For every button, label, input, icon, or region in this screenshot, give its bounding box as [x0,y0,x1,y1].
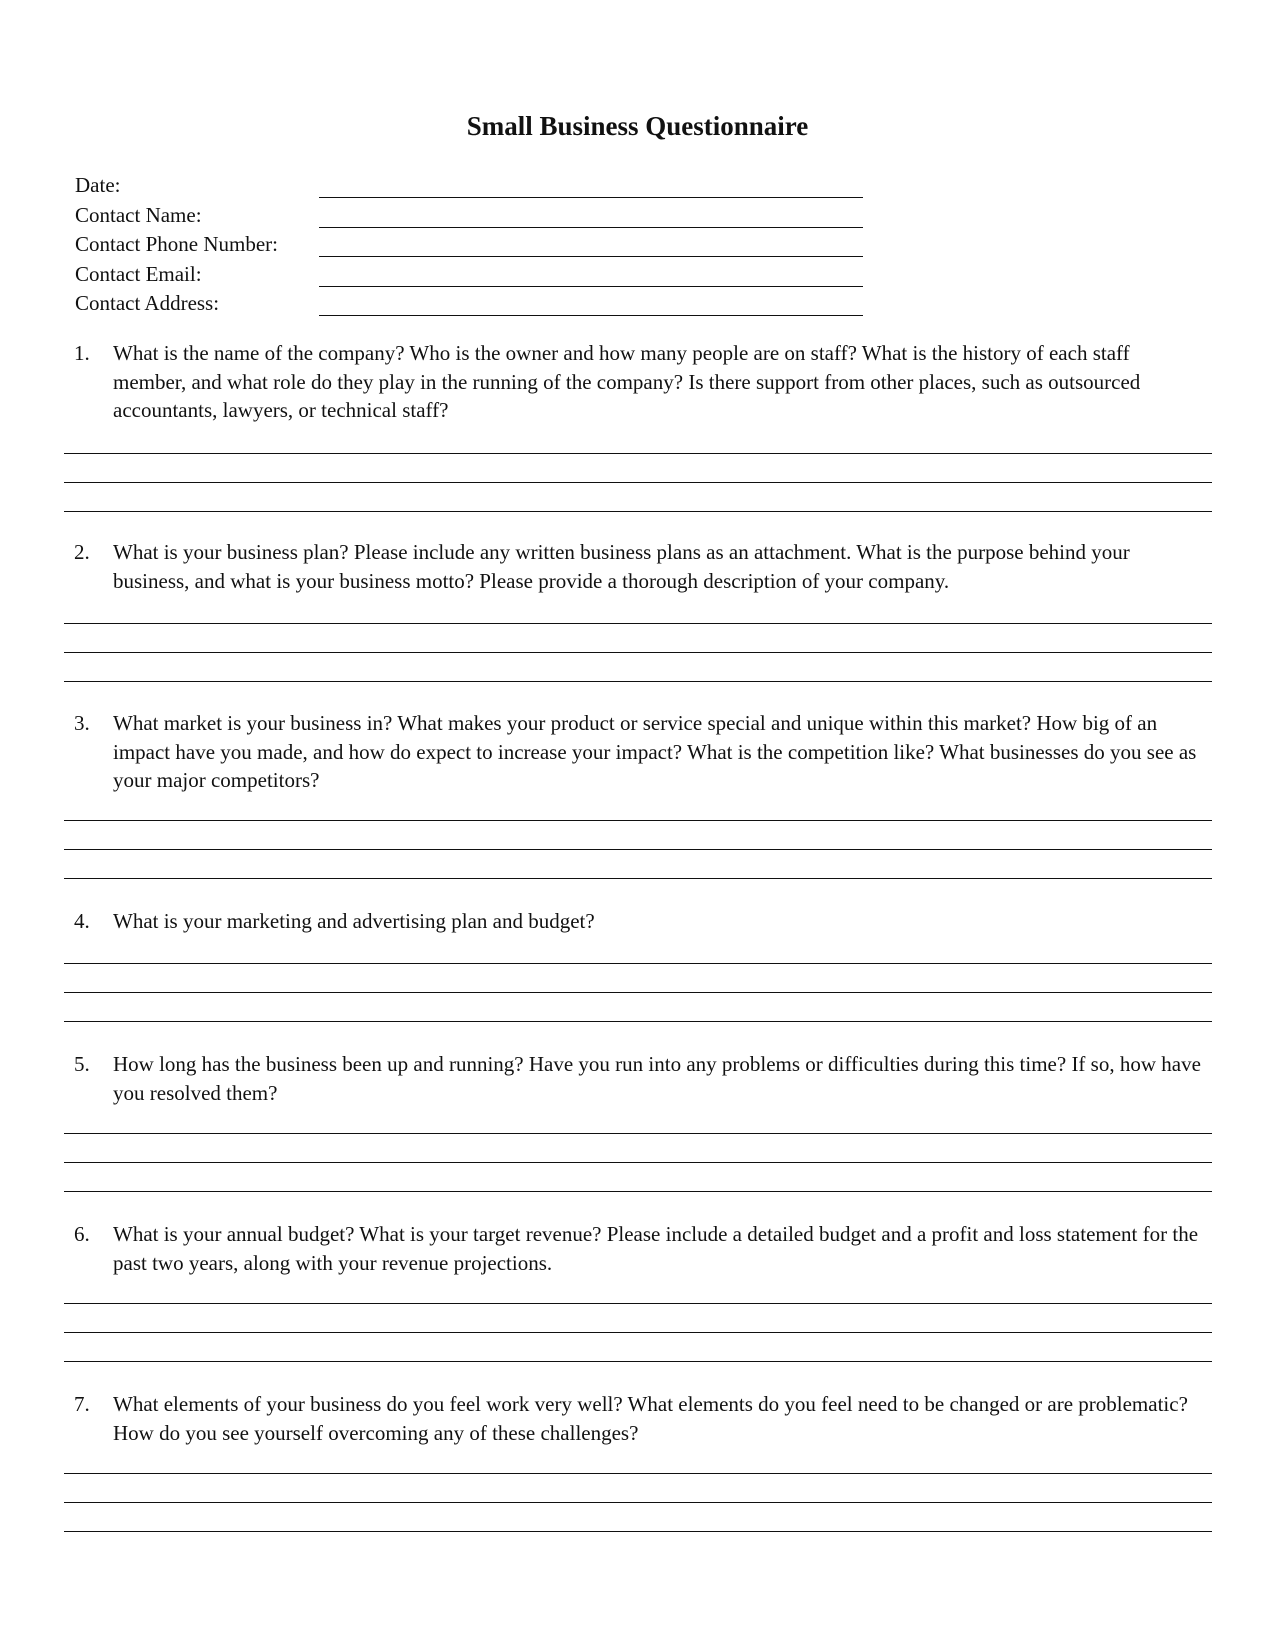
answer-line[interactable] [64,992,1212,993]
answer-line[interactable] [64,1332,1212,1333]
question-text: How long has the business been up and running? Have you run into any problems or difficulties during this time? If so, how have you resolved them? [113,1052,1201,1105]
contact-field-email [75,259,865,289]
date-fill-line[interactable] [319,197,863,198]
contact-name-fill-line[interactable] [319,227,863,228]
question-number: 7. [74,1392,90,1416]
answer-line[interactable] [64,1162,1212,1163]
question-text: What market is your business in? What makes your product or service special and unique within this market? How big of an impact have you made, and how do expect to increase your impact? What is the competition like? What businesses do you see as your major competitors? [113,711,1197,792]
answer-line[interactable] [64,849,1212,850]
answer-line[interactable] [64,482,1212,483]
contact-field-label: Date: [75,173,121,197]
answer-line[interactable] [64,878,1212,879]
question-text: What is the name of the company? Who is the owner and how many people are on staff? What is the history of each staff member, and what role do they play in the running of the company? Is there support from other places, such as outsourced accountants, lawyers, or technical staff? [113,341,1141,422]
question-text: What is your business plan? Please include any written business plans as an attachment. What is the purpose behind your business, and what is your business motto? Please provide a thorough description of your company. [113,540,1130,593]
contact-phone-fill-line[interactable] [319,256,863,257]
question-number: 3. [74,711,90,735]
question-number: 2. [74,540,90,564]
contact-field-address [75,288,865,318]
contact-field-date [75,170,865,200]
answer-line[interactable] [64,1303,1212,1304]
answer-line[interactable] [64,1361,1212,1362]
contact-field-name [75,200,865,230]
question-text: What is your marketing and advertising plan and budget? [113,909,595,933]
answer-line[interactable] [64,1473,1212,1474]
contact-field-label: Contact Phone Number: [75,232,278,256]
answer-line[interactable] [64,652,1212,653]
contact-field-phone [75,229,865,259]
contact-field-label: Contact Name: [75,202,202,227]
question-text: What is your annual budget? What is your target revenue? Please include a detailed budget and a profit and loss statement for the past two years, along with your revenue projections. [113,1222,1199,1275]
contact-email-fill-line[interactable] [319,286,863,287]
answer-line[interactable] [64,511,1212,512]
answer-line[interactable] [64,623,1212,624]
question-number: 1. [74,341,90,365]
question-text: What elements of your business do you feel work very well? What elements do you feel need to be changed or are problematic? How do you see yourself overcoming any of these challenges? [113,1392,1188,1445]
question-number: 4. [74,909,90,933]
answer-line[interactable] [64,681,1212,682]
document-title: Small Business Questionnaire [466,111,809,141]
contact-info-block [75,170,865,318]
answer-line[interactable] [64,1133,1212,1134]
question-number: 5. [74,1052,90,1076]
answer-line[interactable] [64,453,1212,454]
answer-line[interactable] [64,1502,1212,1503]
answer-line[interactable] [64,820,1212,821]
answer-line[interactable] [64,1531,1212,1532]
contact-field-label: Contact Address: [75,291,220,315]
question-number: 6. [74,1222,90,1246]
answer-line[interactable] [64,1021,1212,1022]
answer-line[interactable] [64,963,1212,964]
answer-line[interactable] [64,1191,1212,1192]
contact-address-fill-line[interactable] [319,315,863,316]
contact-field-label: Contact Email: [75,261,202,286]
